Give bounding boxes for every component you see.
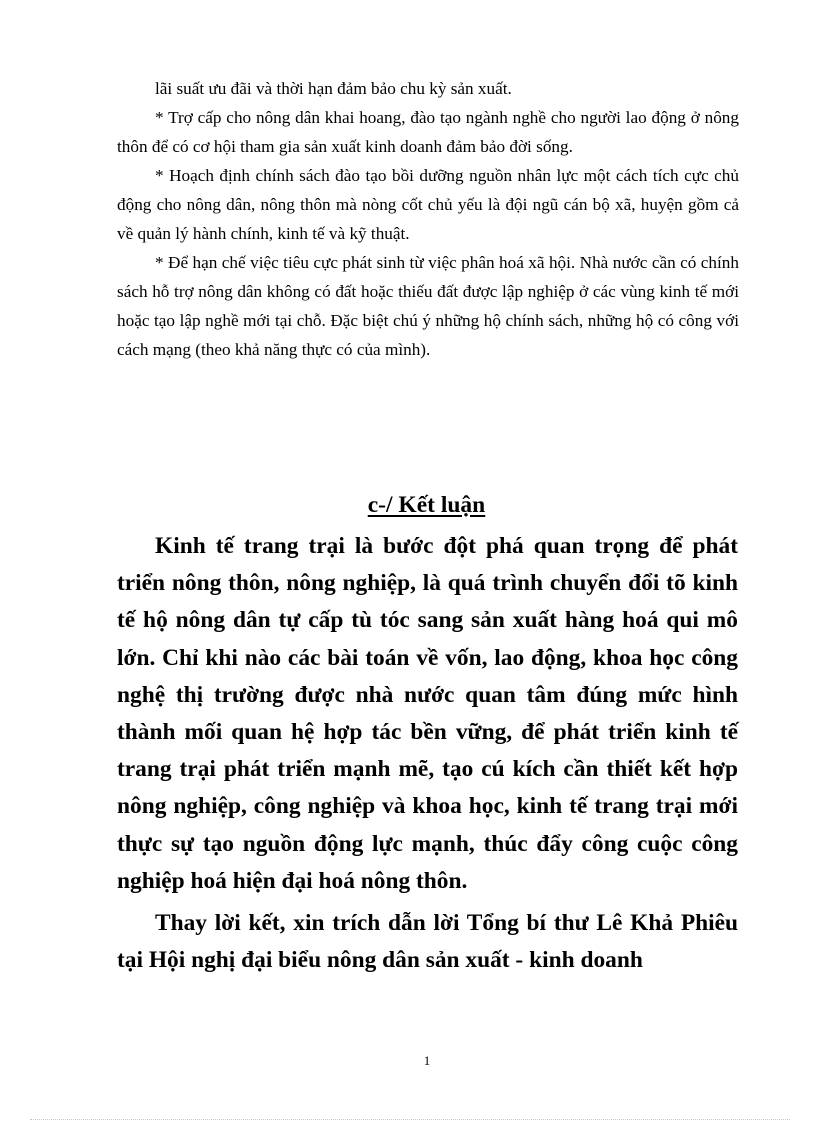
- conclusion-body: [117, 528, 738, 979]
- paragraph-social-support: * Để hạn chế việc tiêu cực phát sinh từ việc phân hoá xã hội. Nhà nước cần có chính sách hỗ trợ nông dân không có đất hoặc thiếu đất được lập nghiệp ở các vùng kinh tế mới hoặc tạo lập nghề mới tại chỗ. Đặc biệt chú ý những hộ chính sách, những hộ có công với cách mạng (theo khả năng thực có của mình).: [117, 253, 739, 359]
- paragraph-subsidy: * Trợ cấp cho nông dân khai hoang, đào tạo ngành nghề cho người lao động ở nông thôn để có cơ hội tham gia sản xuất kinh doanh đảm bảo đời sống.: [117, 108, 739, 156]
- policy-list: [117, 74, 739, 364]
- section-heading-text: c-/ Kết luận: [367, 492, 486, 518]
- section-heading: [0, 489, 816, 521]
- page-bottom-divider: [30, 1119, 790, 1120]
- page-number: 1: [423, 1053, 431, 1068]
- closing-quote-intro: Thay lời kết, xin trích dẫn lời Tổng bí thư Lê Khả Phiêu tại Hội nghị đại biểu nông dân sản xuất - kinh doanh: [117, 910, 738, 974]
- paragraph-interest-rate: lãi suất ưu đãi và thời hạn đảm bảo chu kỳ sản xuất.: [155, 79, 512, 98]
- paragraph-training: * Hoạch định chính sách đào tạo bồi dưỡng nguồn nhân lực một cách tích cực chủ động cho nông dân, nông thôn mà nòng cốt chủ yếu là đội ngũ cán bộ xã, huyện gồm cả về quản lý hành chính, kinh tế và kỹ thuật.: [117, 166, 739, 243]
- conclusion-paragraph: Kinh tế trang trại là bước đột phá quan trọng để phát triển nông thôn, nông nghiệp, là quá trình chuyển đổi tõ kinh tế hộ nông dân tự cấp tù tóc sang sản xuất hàng hoá qui mô lớn. Chỉ khi nào các bài toán về vốn, lao động, khoa học công nghệ thị trường được nhà nước quan tâm đúng mức hình thành mối quan hệ hợp tác bền vững, để phát triển kinh tế trang trại phát triển mạnh mẽ, tạo cú kích cần thiết kết hợp nông nghiệp, công nghiệp và khoa học, kinh tế trang trại mới thực sự tạo nguồn động lực mạnh, thúc đẩy công cuộc công nghiệp hoá hiện đại hoá nông thôn.: [117, 533, 738, 894]
